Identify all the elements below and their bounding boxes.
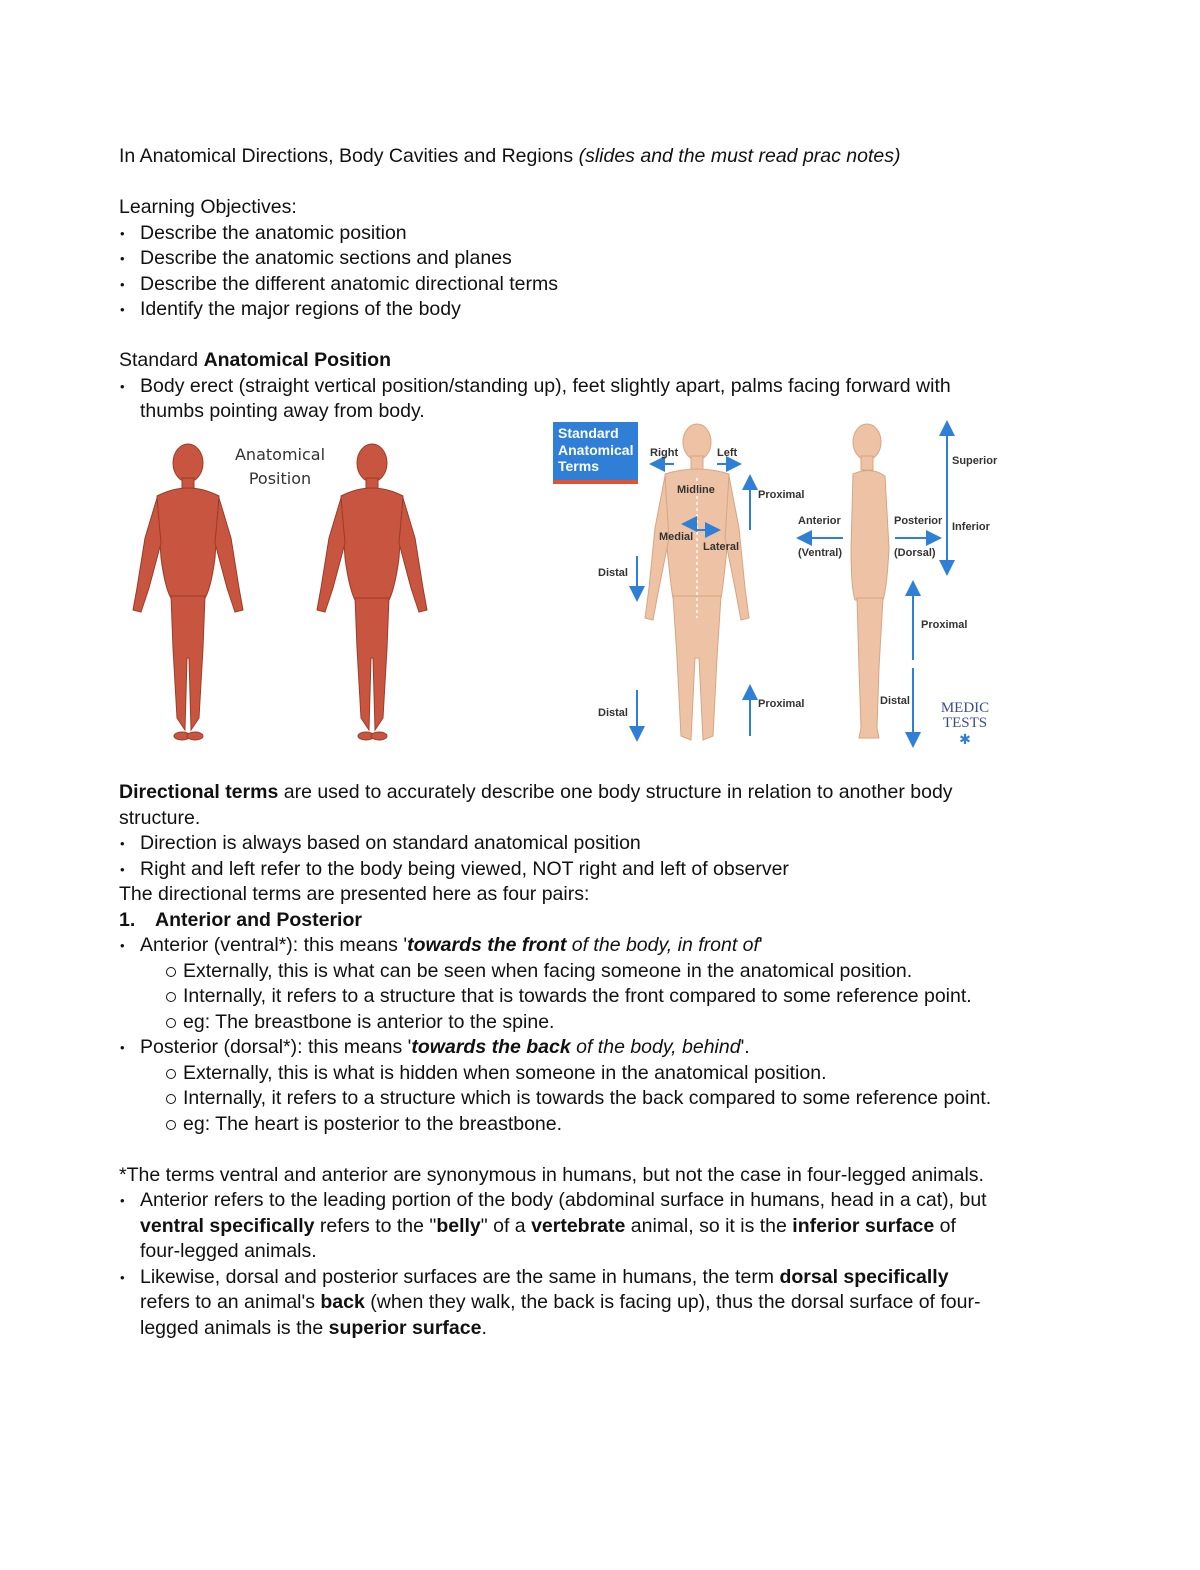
skin-body-side [851, 424, 889, 738]
anterior-bold-italic: towards the front [407, 934, 567, 956]
muscle-body-front [133, 444, 243, 740]
anatomical-terms-figure [553, 422, 998, 747]
objectives-title: Learning Objectives: [119, 196, 297, 218]
document-heading [119, 144, 901, 170]
label-proximal-side: Proximal [921, 619, 968, 631]
label-dorsal: (Dorsal) [894, 547, 936, 559]
label-inferior: Inferior [952, 521, 990, 533]
text-span: refers to the " [314, 1214, 437, 1237]
label-midline: Midline [677, 484, 715, 496]
bold-term: dorsal specifically [779, 1265, 949, 1288]
standard-bullet-line: thumbs pointing away from body. [140, 400, 425, 422]
label-anterior: Anterior [798, 515, 841, 527]
directional-rest-line2: structure. [119, 806, 201, 829]
label-left: Left [717, 447, 738, 459]
text-span: (when they walk, the back is facing up), thus the dorsal surface of four- [364, 1291, 981, 1313]
standard-bold: Anatomical Position [203, 349, 392, 371]
label-lateral: Lateral [703, 541, 740, 553]
anterior-italic: of the body, in front of [566, 934, 759, 956]
directional-intro [119, 780, 1084, 806]
footnote-bullet-line [140, 1265, 1084, 1291]
text-span: refers to an animal's [140, 1291, 321, 1313]
muscle-body-back [317, 444, 427, 740]
pair-number: 1. [119, 908, 136, 931]
footnote-bullet-line [140, 1214, 1084, 1240]
anatomical-position-figure [133, 444, 427, 740]
label-distal-bottom: Distal [598, 707, 628, 719]
posterior-suffix: '. [740, 1036, 750, 1058]
bold-term: vertebrate [531, 1214, 626, 1237]
badge-line2: Anatomical [558, 442, 634, 458]
text-span: . [481, 1316, 487, 1339]
footnote-bullet-line [140, 1290, 1084, 1316]
bold-term: ventral specifically [140, 1214, 315, 1237]
footnote-line: *The terms ventral and anterior are synonymous in humans, but not the case in four-legged animals. [119, 1163, 984, 1186]
pairs-intro: The directional terms are presented here as four pairs: [119, 883, 590, 905]
anterior-sub: eg: The breastbone is anterior to the spine. [119, 1010, 1084, 1036]
standard-prefix: Standard [119, 349, 204, 371]
logo-line1: MEDIC [940, 700, 990, 716]
posterior-bullet [119, 1035, 1084, 1061]
footnote-bullet [119, 1188, 1084, 1265]
pair-heading [119, 908, 1084, 934]
pair-title: Anterior and Posterior [155, 908, 362, 931]
label-proximal-top: Proximal [758, 489, 805, 501]
star-of-life-icon: ✱ [959, 731, 971, 747]
label-posterior: Posterior [894, 515, 943, 527]
anterior-sub: Externally, this is what can be seen when facing someone in the anatomical position. [119, 959, 1084, 985]
label-medial: Medial [659, 531, 694, 543]
label-ventral: (Ventral) [798, 547, 843, 559]
label-distal-side: Distal [880, 695, 910, 707]
figure-title-line2: Position [248, 469, 312, 488]
directional-bullet: • Direction is always based on standard anatomical position [119, 831, 1084, 857]
objective-item: • Identify the major regions of the body [119, 297, 1084, 323]
posterior-prefix: Posterior (dorsal*): this means ' [140, 1036, 412, 1058]
label-proximal-bottom: Proximal [758, 698, 805, 710]
footnote-bullet-line: four-legged animals. [140, 1240, 317, 1262]
medic-tests-logo [941, 700, 989, 747]
bold-term: superior surface [328, 1316, 482, 1339]
directional-rest: are used to accurately describe one body structure in relation to another body [278, 781, 953, 803]
footnote-bullet-line [140, 1316, 1084, 1342]
standard-bullet-line: • Body erect (straight vertical position/standing up), feet slightly apart, palms facing forward with [140, 374, 951, 397]
badge-line1: Standard [558, 425, 619, 441]
standard-position-bullet [119, 374, 1084, 425]
posterior-sub: eg: The heart is posterior to the breastbone. [119, 1112, 1084, 1138]
posterior-sub: Internally, it refers to a structure which is towards the back compared to some reference point. [119, 1086, 1084, 1112]
bold-term: back [320, 1291, 365, 1313]
standard-position-heading [119, 348, 1084, 374]
posterior-bold-italic: towards the back [411, 1036, 571, 1058]
anterior-sub: Internally, it refers to a structure that is towards the front compared to some reference point. [119, 984, 1084, 1010]
bold-term: inferior surface [792, 1214, 935, 1237]
anterior-suffix: ' [758, 934, 763, 956]
text-span: Likewise, dorsal and posterior surfaces are the same in humans, the term [140, 1265, 780, 1288]
footnote-bullet [119, 1265, 1084, 1342]
text-span: of [934, 1214, 956, 1237]
footnote-bullet-line: • Anterior refers to the leading portion of the body (abdominal surface in humans, head in a cat), but [140, 1189, 987, 1211]
logo-line2: TESTS [942, 715, 988, 731]
directional-bold: Directional terms [119, 781, 279, 803]
text-span: animal, so it is the [625, 1214, 793, 1237]
objective-item: • Describe the anatomic position [119, 221, 1084, 247]
badge-line3: Terms [558, 458, 599, 474]
bold-term: belly [436, 1214, 481, 1237]
label-distal-top: Distal [598, 567, 628, 579]
objective-item: • Describe the anatomic sections and planes [119, 246, 1084, 272]
anatomy-figures [119, 418, 1019, 758]
heading-italic: (slides and the must read prac notes) [578, 145, 901, 167]
text-span: " of a [480, 1214, 532, 1237]
label-superior: Superior [952, 455, 998, 467]
posterior-sub: Externally, this is what is hidden when someone in the anatomical position. [119, 1061, 1084, 1087]
figure-title-line1: Anatomical [234, 445, 326, 464]
directional-bullet: • Right and left refer to the body being viewed, NOT right and left of observer [119, 857, 1084, 883]
heading-text: In Anatomical Directions, Body Cavities and Regions [119, 145, 579, 167]
text-span: legged animals is the [140, 1316, 329, 1339]
anterior-prefix: Anterior (ventral*): this means ' [140, 934, 408, 956]
label-right: Right [650, 447, 679, 459]
objective-item: • Describe the different anatomic directional terms [119, 272, 1084, 298]
posterior-italic: of the body, behind [570, 1036, 741, 1058]
anterior-bullet [119, 933, 1084, 959]
